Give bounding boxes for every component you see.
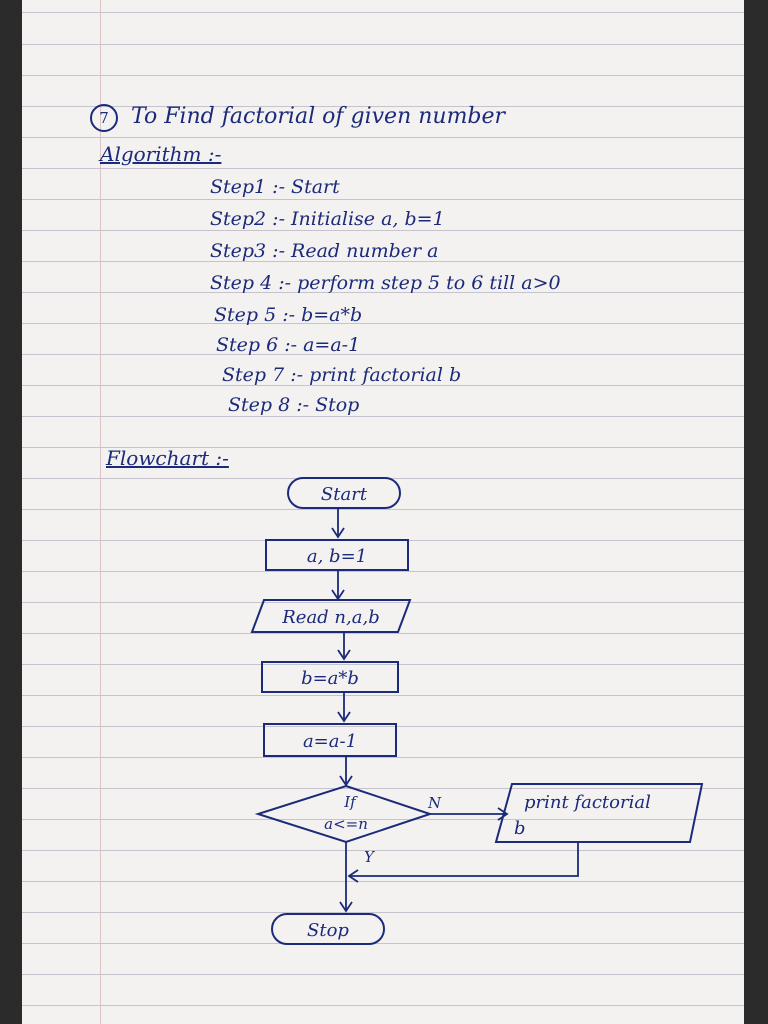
- flow-multiply-label: b=a*b: [301, 668, 359, 689]
- flow-decision-line1: If: [344, 793, 356, 811]
- flow-stop-label: Stop: [307, 920, 349, 941]
- flow-return-line: [350, 842, 578, 876]
- flow-decision-line2: a<=n: [324, 815, 368, 833]
- algorithm-step-2: Step2 :- Initialise a, b=1: [210, 208, 445, 230]
- algorithm-step-8: Step 8 :- Stop: [228, 394, 360, 416]
- question-number: 7: [90, 104, 118, 132]
- algorithm-step-6: Step 6 :- a=a-1: [216, 334, 361, 356]
- algorithm-step-3: Step3 :- Read number a: [210, 240, 439, 262]
- flow-decrement-label: a=a-1: [302, 731, 358, 752]
- algorithm-heading: Algorithm :-: [100, 142, 222, 166]
- algorithm-step-5: Step 5 :- b=a*b: [214, 304, 363, 326]
- algorithm-step-4: Step 4 :- perform step 5 to 6 till a>0: [210, 272, 561, 294]
- flow-print-line1: print factorial: [524, 792, 651, 813]
- algorithm-step-7: Step 7 :- print factorial b: [222, 364, 462, 386]
- flow-init-label: a, b=1: [306, 546, 368, 567]
- flowchart-heading: Flowchart :-: [106, 446, 229, 470]
- flow-yes-label: Y: [364, 848, 374, 866]
- algorithm-step-1: Step1 :- Start: [210, 176, 340, 198]
- flow-read-label: Read n,a,b: [282, 607, 380, 628]
- flow-print-line2: b: [514, 818, 526, 839]
- title-text: To Find factorial of given number: [131, 104, 506, 129]
- flow-start-label: Start: [320, 484, 368, 505]
- flow-no-label: N: [428, 794, 442, 812]
